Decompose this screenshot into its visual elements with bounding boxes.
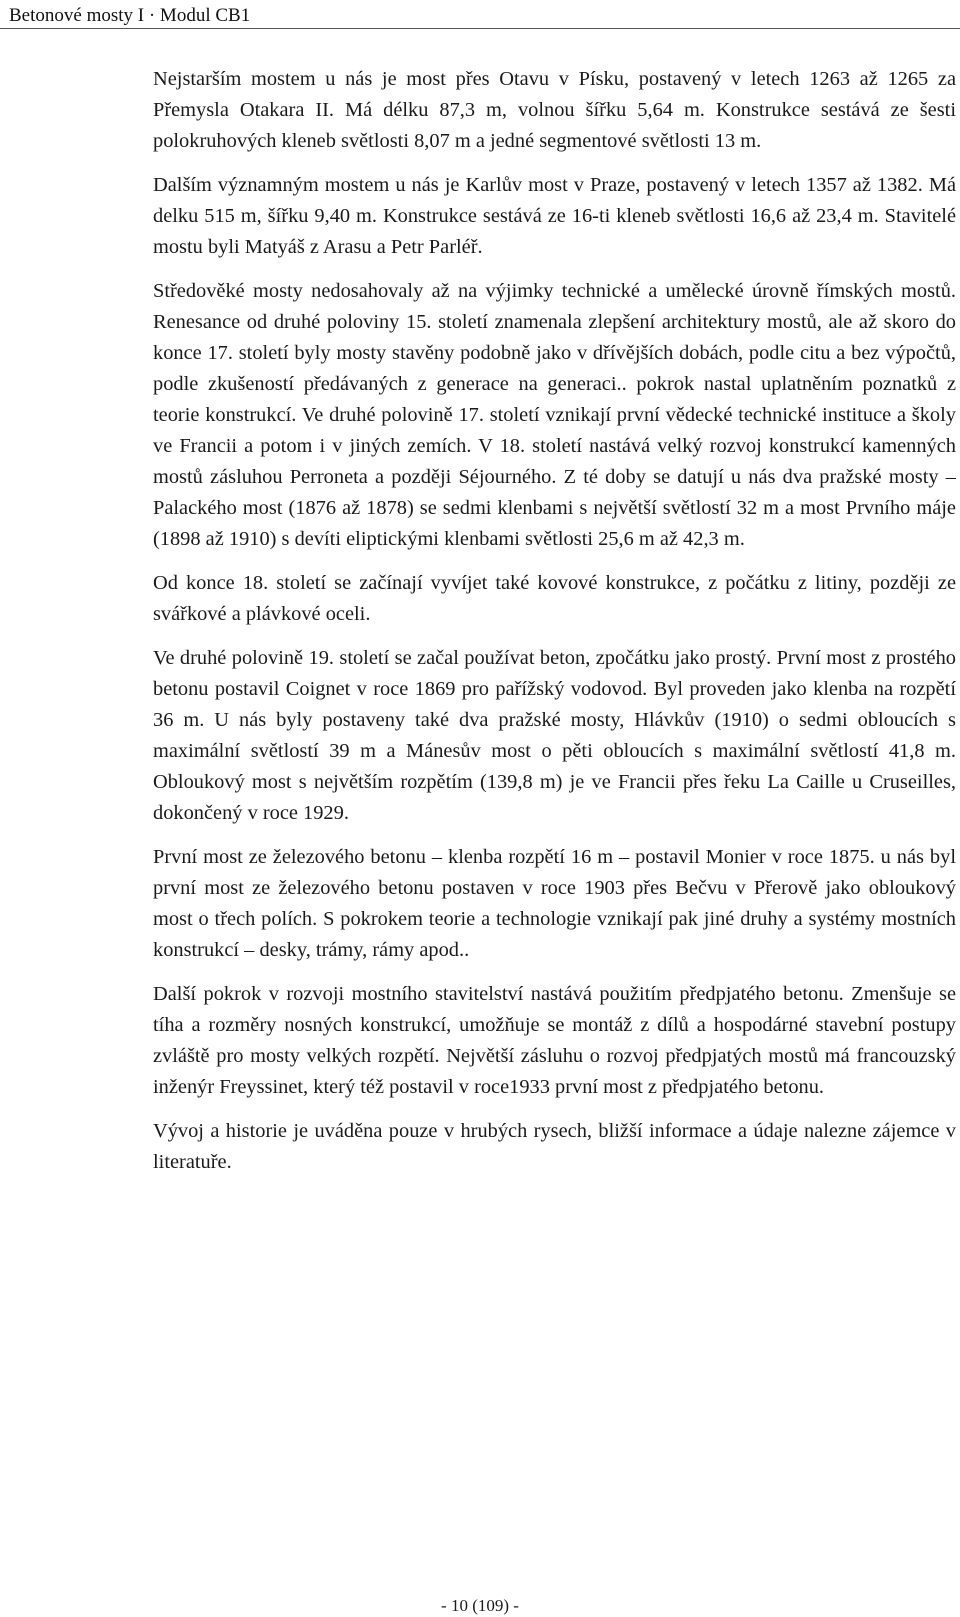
paragraph-otava-bridge: Nejstarším mostem u nás je most přes Otavu v Písku, postavený v letech 1263 až 1265 za Přemysla Otakara II. Má délku 87,3 m, volnou šířku 5,64 m. Konstrukce sestává ze šesti polokruhových kleneb světlosti 8,07 m a jedné segmentové světlosti 13 m. <box>153 68 956 152</box>
paragraph-reinforced-concrete: První most ze železového betonu – klenba rozpětí 16 m – postavil Monier v roce 1875. u nás byl první most ze železového betonu postaven v roce 1903 přes Bečvu v Přerově jako obloukový most o třech polích. S pokrokem teorie a technologie vznikají pak jiné druhy a systémy mostních konstrukcí – desky, trámy, rámy apod.. <box>153 846 956 961</box>
paragraph-metal-structures: Od konce 18. století se začínají vyvíjet také kovové konstrukce, z počátku z litiny, později ze svářkové a plávkové oceli. <box>153 572 956 625</box>
paragraph-concrete: Ve druhé polovině 19. století se začal používat beton, zpočátku jako prostý. První most z prostého betonu postavil Coignet v roce 1869 pro pařížský vodovod. Byl proveden jako klenba na rozpětí 36 m. U nás byly postaveny také dva pražské mosty, Hlávkův (1910) o sedmi obloucích s maximální světlostí 39 m a Mánesův most o pěti obloucích s maximální světlostí 41,8 m. Obloukový most s největším rozpětím (139,8 m) je ve Francii přes řeku La Caille u Cruseilles, dokončený v roce 1929. <box>153 647 956 824</box>
paragraph-medieval-bridges: Středověké mosty nedosahovaly až na výjimky technické a umělecké úrovně římských mostů. Renesance od druhé poloviny 15. století znamenala zlepšení architektury mostů, ale až skoro do konce 17. století byly mosty stavěny podobně jako v dřívějších dobách, podle citu a bez výpočtů, podle zkušeností předávaných z generace na generaci.. pokrok nastal uplatněním poznatků z teorie konstrukcí. Ve druhé polovině 17. století vznikají první vědecké technické instituce a školy ve Francii a potom i v jiných zemích. V 18. století nastává velký rozvoj konstrukcí kamenných mostů zásluhou Perroneta a později Séjourného. Z té doby se datují u nás dva pražské mosty – Palackého most (1876 až 1878) se sedmi klenbami s největší světlostí 32 m a most Prvního máje (1898 až 1910) s devíti eliptickými klenbami světlosti 25,6 m až 42,3 m. <box>153 280 956 550</box>
paragraph-literature-note: Vývoj a historie je uváděna pouze v hrubých rysech, bližší informace a údaje nalezne zájemce v literatuře. <box>153 1120 956 1173</box>
header-divider <box>0 28 960 29</box>
page-number: - 10 (109) - <box>441 1596 519 1615</box>
paragraph-charles-bridge: Dalším významným mostem u nás je Karlův most v Praze, postavený v letech 1357 až 1382. Má delku 515 m, šířku 9,40 m. Konstrukce sestává ze 16-ti kleneb světlosti 16,6 až 23,4 m. Stavitelé mostu byli Matyáš z Arasu a Petr Parléř. <box>153 174 956 258</box>
header-title: Betonové mosty I · Modul CB1 <box>9 5 251 26</box>
paragraph-prestressed-concrete: Další pokrok v rozvoji mostního stavitelství nastává použitím předpjatého betonu. Zmenšuje se tíha a rozměry nosných konstrukcí, umožňuje se montáž z dílů a hospodárné stavební postupy zvláště pro mosty velkých rozpětí. Největší zásluhu o rozvoj předpjatých mostů má francouzský inženýr Freyssinet, který též postavil v roce1933 první most z předpjatého betonu. <box>153 983 956 1098</box>
page-header <box>0 0 960 30</box>
main-text <box>153 64 956 1178</box>
